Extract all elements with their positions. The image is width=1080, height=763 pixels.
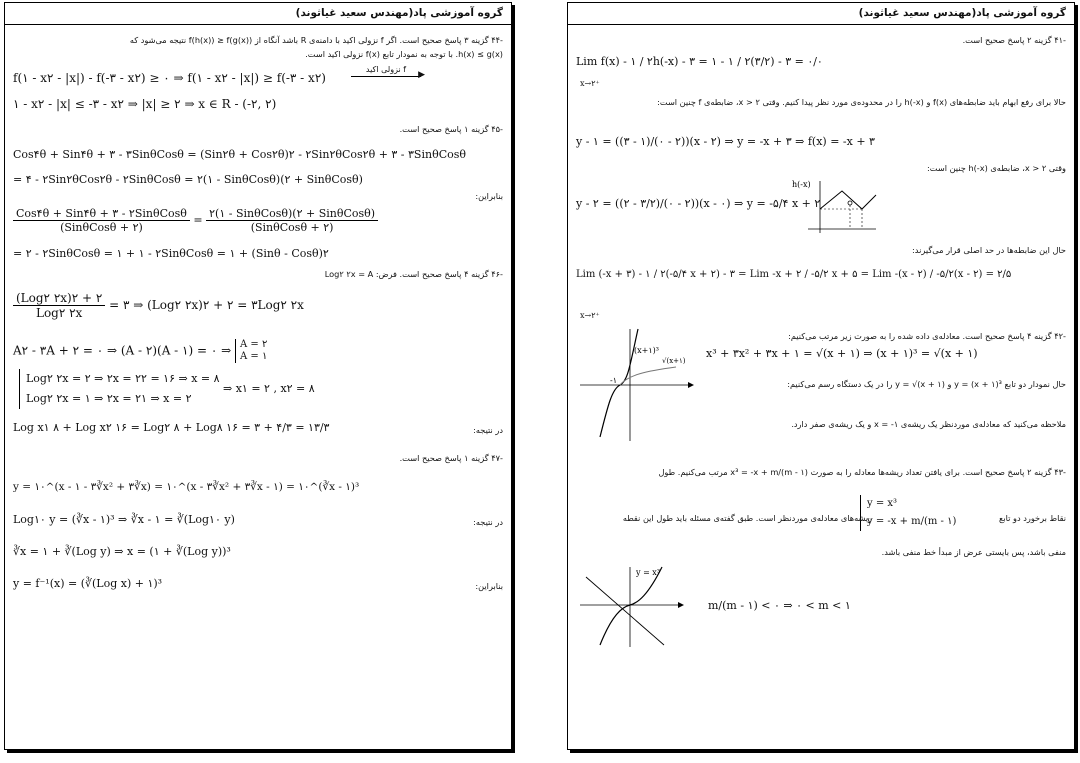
q42-title: -۴۲ گزینه ۴ پاسخ صحیح است. معادله‌ی داده شده را به صورت زیر مرتب می‌کنیم: bbox=[788, 331, 1066, 341]
q46-brace2-b: Log۲ ۲x = ۱ ⇒ ۲x = ۲۱ ⇒ x = ۲ bbox=[26, 392, 192, 405]
q47-title: -۴۷ گزینه ۱ پاسخ صحیح است. bbox=[399, 453, 503, 463]
q43-graph-label: y = x³ bbox=[636, 568, 661, 577]
q46-eq1 bbox=[13, 291, 304, 320]
q45-frac1-num: Cos۴θ + Sin۴θ + ۳ - ۲SinθCosθ bbox=[13, 207, 190, 221]
q45-title: -۴۵ گزینه ۱ پاسخ صحیح است. bbox=[399, 124, 503, 134]
q41-lim1: Lim f(x) - ۱ / ۲h(-x) - ۳ = ۱ - ۱ / ۲(۳/۲) - ۳ = ۰/۰ bbox=[576, 55, 823, 68]
q44-eq2: ۱ - x۲ - |x| ≤ -۳ - x۲ ⇒ |x| ≥ ۲ ⇒ x ∈ R - (-۲, ۲) bbox=[13, 97, 277, 111]
q44-arrow-top: f bbox=[403, 65, 407, 74]
q46-brace2-res: ⇒ x۱ = ۲ , x۲ = ۸ bbox=[223, 382, 315, 395]
q42-graph-label2: √(x+۱) bbox=[662, 357, 686, 365]
q41-title: -۴۱ گزینه ۲ پاسخ صحیح است. bbox=[962, 35, 1066, 45]
q41-text2: وقتی ۲ < x، ضابطه‌ی h(-x) چنین است: bbox=[927, 163, 1066, 173]
q43-system bbox=[860, 495, 956, 531]
page-content bbox=[568, 25, 1074, 749]
q41-graph-label: h(-x) bbox=[792, 180, 811, 189]
q47-eq2: Log۱۰ y = (∛x - ۱)³ ⇒ ∛x - ۱ = ∛(Log۱۰ y) bbox=[13, 513, 235, 526]
q42-text1: حال نمودار دو تابع y = (x + ۱)³ و y = √(x + ۱) را در یک دستگاه رسم می‌کنیم: bbox=[787, 379, 1066, 389]
q44-eq1: f(۱ - x۲ - |x|) - f(-۳ - x۲) ≥ ۰ ⇒ f(۱ - x۲ - |x|) ≥ f(-۳ - x۲) bbox=[13, 71, 326, 85]
q45-frac2-den: (SinθCosθ + ۲) bbox=[250, 221, 334, 234]
q45-eq3: = ۲ - ۲SinθCosθ = ۱ + ۱ - ۲SinθCosθ = ۱ + (Sinθ - Cosθ)۲ bbox=[13, 247, 329, 260]
q42-eq1: x³ + ۳x² + ۳x + ۱ = √(x + ۱) ⇒ (x + ۱)³ = √(x + ۱) bbox=[706, 347, 978, 360]
page-header: گروه آموزشی پاد(مهندس سعید غیاثوند) bbox=[568, 3, 1074, 25]
q44-arrow-label: نزولی اکید bbox=[365, 65, 401, 74]
q42-graph-minus1: -۱ bbox=[610, 376, 617, 385]
q41-eq1: y - ۱ = ((۳ - ۱)/(۰ - ۲))(x - ۲) ⇒ y = -x + ۳ ⇒ f(x) = -x + ۳ bbox=[576, 135, 875, 148]
q46-eq2-row bbox=[13, 339, 267, 363]
q41-lim2-sub: x→۲⁺ bbox=[580, 311, 600, 320]
q41-graph bbox=[790, 173, 880, 239]
q45-fraction-eq: $\frac{\text{Cos۴θ + Sin۴θ + ۳ - ۲SinθCosθ}}{\text{(SinθCosθ + ۲)}}$ = $\frac{\text{۲(۱ - SinθCosθ)(۲ + SinθCosθ)}}{\text{(SinθCosθ + ۲)}}$ bbox=[13, 207, 378, 234]
q42-graph bbox=[576, 325, 698, 445]
q47-eq3: ∛x = ۱ + ∛(Log y) ⇒ x = (۱ + ∛(Log y))³ bbox=[13, 545, 231, 558]
q42-graph-label1: (x+۱)³ bbox=[634, 346, 659, 355]
q43-sys2: y = -x + m/(m - ۱) bbox=[867, 516, 957, 527]
q44-text1: -۴۴ گزینه ۳ پاسخ صحیح است. اگر f نزولی اکید با دامنه‌ی R باشد آنگاه از f(h(x)) ≥ f(g(x)) نتیجه می‌شود که bbox=[129, 35, 503, 45]
q41-lim1-sub: x→۲⁺ bbox=[580, 79, 600, 88]
q47-label1: در نتیجه: bbox=[473, 517, 503, 527]
q46-label: در نتیجه: bbox=[473, 425, 503, 435]
q45-eq2: = ۴ - ۲Sin۲θCos۲θ - ۲SinθCosθ = ۲(۱ - SinθCosθ)(۲ + SinθCosθ) bbox=[13, 173, 363, 186]
q44-arrow: f نزولی اکید ▶ bbox=[351, 65, 421, 77]
page-header: گروه آموزشی پاد(مهندس سعید غیاثوند) bbox=[5, 3, 511, 25]
q47-eq1: y = ۱۰^(x - ۱ - ۳∛x² + ۳∛x) = ۱۰^(x - ۳∛x² + ۳∛x - ۱) = ۱۰^(∛x - ۱)³ bbox=[13, 481, 360, 493]
q46-brace1-b: A = ۱ bbox=[240, 351, 268, 362]
page-content bbox=[5, 25, 511, 749]
q45-label: بنابراین: bbox=[475, 191, 503, 201]
q41-eq2: y - ۲ = ((۲ - ۳/۲)/(۰ - ۲))(x - ۰) ⇒ y = -۵/۴ x + ۲ bbox=[576, 197, 821, 210]
q46-brace2 bbox=[19, 369, 315, 409]
q41-lim2: Lim (-x + ۳) - ۱ / ۲(-۵/۴ x + ۲) - ۳ = Lim -x + ۲ / -۵/۲ x + ۵ = Lim -(x - ۲) / -۵/۲(x - ۲) = ۲/۵ bbox=[576, 269, 1012, 280]
page-left bbox=[4, 2, 512, 750]
q43-text2: ریشه‌های معادله‌ی موردنظر است. طبق گفته‌ی مسئله باید طول این نقطه bbox=[622, 513, 872, 523]
q46-eq2: A۲ - ۳A + ۲ = ۰ ⇒ (A - ۲)(A - ۱) = ۰ ⇒ bbox=[13, 343, 232, 358]
q46-brace1-a: A = ۲ bbox=[240, 339, 268, 350]
q41-text1: حالا برای رفع ابهام باید ضابطه‌های f(x) و h(-x) را در محدوده‌ی مورد نظر پیدا کنیم. وقتی ۲ < x، ضابطه‌ی f چنین است: bbox=[657, 97, 1066, 107]
q47-label2: بنابراین: bbox=[475, 581, 503, 591]
q43-graph bbox=[576, 565, 696, 649]
q43-sys1: y = x³ bbox=[867, 498, 898, 509]
q46-frac-den: Log۲ ۲x bbox=[35, 306, 83, 320]
q45-frac1-den: (SinθCosθ + ۲) bbox=[60, 221, 143, 234]
q43-result: m/(m - ۱) < ۰ ⇒ ۰ < m < ۱ bbox=[708, 599, 851, 612]
q41-text3: حال این ضابطه‌ها در حد اصلی قرار می‌گیرند: bbox=[912, 245, 1066, 255]
q43-text3: منفی باشد، پس بایستی عرض از مبدأ خط منفی باشد. bbox=[881, 547, 1066, 557]
q43-text1: نقاط برخورد دو تابع bbox=[999, 513, 1066, 523]
q46-frac-num: (Log۲ ۲x)۲ + ۲ bbox=[13, 291, 105, 306]
q45-frac2-num: ۲(۱ - SinθCosθ)(۲ + SinθCosθ) bbox=[206, 207, 378, 221]
page-right bbox=[567, 2, 1075, 750]
q46-eq1-rest: = ۳ ⇒ (Log۲ ۲x)۲ + ۲ = ۳Log۲ ۲x bbox=[109, 298, 304, 312]
q46-brace2-a: Log۲ ۲x = ۲ ⇒ ۲x = ۲۲ = ۱۶ ⇒ x = ۸ bbox=[26, 372, 220, 385]
q42-text2: ملاحظه می‌کنید که معادله‌ی موردنظر یک ریشه‌ی ۱- = x و یک ریشه‌ی صفر دارد. bbox=[791, 419, 1066, 429]
q46-eq3: Log x۱ ۸ + Log x۲ ۱۶ = Log۲ ۸ + Log۸ ۱۶ = ۳ + ۴/۳ = ۱۳/۳ bbox=[13, 421, 330, 434]
q47-eq4: y = f⁻¹(x) = (∛(Log x) + ۱)³ bbox=[13, 577, 163, 590]
q44-text2: h(x) ≤ g(x). با توجه به نمودار تابع f(x) نزولی اکید است. bbox=[305, 49, 503, 59]
q45-eq1: Cos۴θ + Sin۴θ + ۳ - ۳SinθCosθ = (Sin۲θ + Cos۲θ)۲ - ۲Sin۲θCos۲θ + ۳ - ۳SinθCosθ bbox=[13, 148, 466, 161]
q43-title: -۴۳ گزینه ۲ پاسخ صحیح است. برای یافتن تعداد ریشه‌ها معادله را به صورت x³ = -x + m/(m - ۱) مرتب می‌کنیم. طول bbox=[658, 467, 1066, 477]
q46-title: -۴۶ گزینه ۴ پاسخ صحیح است. فرض: Log۲ ۲x = A bbox=[324, 269, 503, 279]
